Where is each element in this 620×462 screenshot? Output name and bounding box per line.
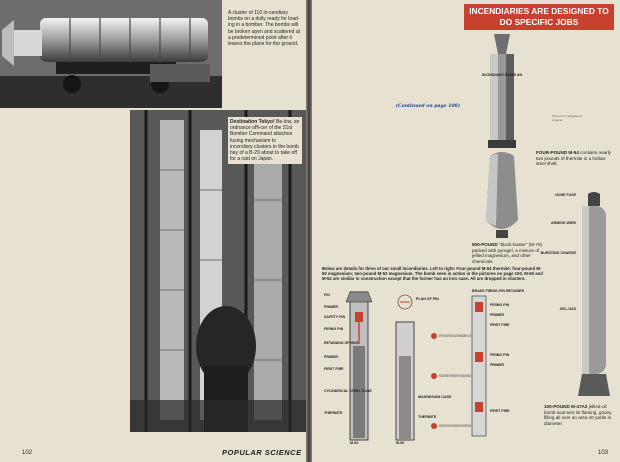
label-magnesium-case: MAGNESIUM CASE: [418, 395, 452, 399]
label-retainer: BRASS FIRING-PIN RETAINER: [472, 289, 525, 293]
label-first-fire: FIRST FIRE: [324, 367, 344, 371]
diagram-step-2: WHEN CLUSTER IS OPENED, SPRING PRESSURE ON SAFETY PIN IS RELEASED, ARMING BOMB.: [439, 374, 472, 378]
left-body-column-2: [140, 436, 302, 439]
label-bursting-charge: BURSTING CHARGE: [540, 251, 576, 255]
photo-caption-bomb-bay: Destination Tokyo! Be-low, an ordnance offi-cer of the 21st Bomber Command attaches fusing mechanism to incendiary clusters in the bomb bay of a B-29 about to take off for a raid on Japan.: [228, 117, 302, 164]
m54-bomb-photo: [472, 32, 532, 152]
label-thermite-center: THERMITE: [418, 415, 437, 419]
label-first-fire-r1: FIRST FIRE: [490, 323, 510, 327]
label-gel-gas: GEL-GAS: [559, 307, 576, 311]
diagram-name-m50: M-50: [396, 441, 405, 445]
label-plan-of-pin: PLAN OF PIN: [416, 297, 439, 301]
label-primer-r2: PRIMER: [490, 363, 504, 367]
left-page: [0, 0, 306, 462]
label-firing-pin-r2: FIRING PIN: [490, 353, 510, 357]
label-retaining-spring: RETAINING SPRING: [324, 341, 359, 345]
diagram-intro: Below are details for three of our small incendiaries. Left to right: Four-pound M-54 thermite; four-pound M-50 magnesium; two-pound M-52 magnesium. The bomb seen in action in the pictures on page 100. M-50 and M-52 are similar in construction except that the former has an iron case. All are dropped in clusters.: [322, 266, 543, 282]
label-primer-2: PRIMER: [324, 355, 338, 359]
bomb-marking-text: INCENDIARY BOMB AN: [481, 73, 523, 77]
m50-blurb: 500-POUND "block-buster" (M-76) packed with pyrogel, a mixture of jellied magnesium, and other chemicals.: [472, 242, 543, 264]
label-firing-pin-r1: FIRING PIN: [490, 303, 510, 307]
diagram-step-1: SAFETY PIN HELD IN SAFE POSITION BY ADJACENT BOMB WHEN CARRIED IN CLUSTER: [439, 334, 472, 338]
section-banner: INCENDIARIES ARE DESIGNED TO DO SPECIFIC JOBS: [464, 4, 614, 30]
label-arming-wire: ARMING WIRE: [551, 221, 576, 225]
m47-bomb-drawing: [574, 190, 614, 400]
left-body-column: [20, 182, 126, 185]
diagram-name-m54: M-54: [350, 441, 359, 445]
incendiary-cutaway-diagram: [322, 286, 544, 446]
label-safety-pin: SAFETY PIN: [324, 315, 346, 319]
m54-blurb: FOUR-POUND M-54 contains nearly two pounds of thermite in a hollow steel shell.: [536, 150, 612, 167]
m47-labels: [542, 190, 578, 350]
label-fin: FIN: [324, 293, 330, 297]
m50-bomb-drawing: [472, 150, 532, 240]
right-page: [312, 0, 620, 462]
magazine-name: POPULAR SCIENCE: [222, 448, 302, 457]
label-primer: PRIMER: [324, 305, 338, 309]
photo-credit: Photo from Edgewood Arsenal: [552, 114, 582, 122]
m47-blurb: 100-POUND M-47A2 jellied-oil bomb scat-ters its flaming, gooey filling all over an area 40 yards in diameter.: [544, 404, 612, 426]
bomb-cluster-photo: [0, 0, 222, 108]
photo-caption-cluster: A cluster of 110 in-cendiary bombs on a dolly ready for load-ing in a bomber. The bombs will be broken open and scattered at a predetermined point after it leaves the plane for the ground.: [228, 10, 300, 48]
label-primer-r1: PRIMER: [490, 313, 504, 317]
continued-link[interactable]: (Continued on page 108): [395, 104, 460, 109]
label-firing-pin: FIRING PIN: [324, 327, 344, 331]
label-first-fire-r2: FIRST FIRE: [490, 409, 510, 413]
page-number-left: 102: [22, 450, 33, 456]
page-number-right: 103: [597, 450, 608, 456]
label-nose-fuse: NOSE FUSE: [555, 193, 576, 197]
diagram-step-3: WHEN BOMB STRIKES TARGET, IMPACT DRIVES FIRING PIN DOWNWARD, BENDING PRONGS OF RETAINER AND EXPLODING THE PRIMER.: [439, 424, 472, 428]
label-steel-case: CYLINDRICAL STEEL CASE: [324, 389, 372, 393]
label-thermite: THERMITE: [324, 411, 343, 415]
right-body-column-1: [322, 4, 460, 113]
